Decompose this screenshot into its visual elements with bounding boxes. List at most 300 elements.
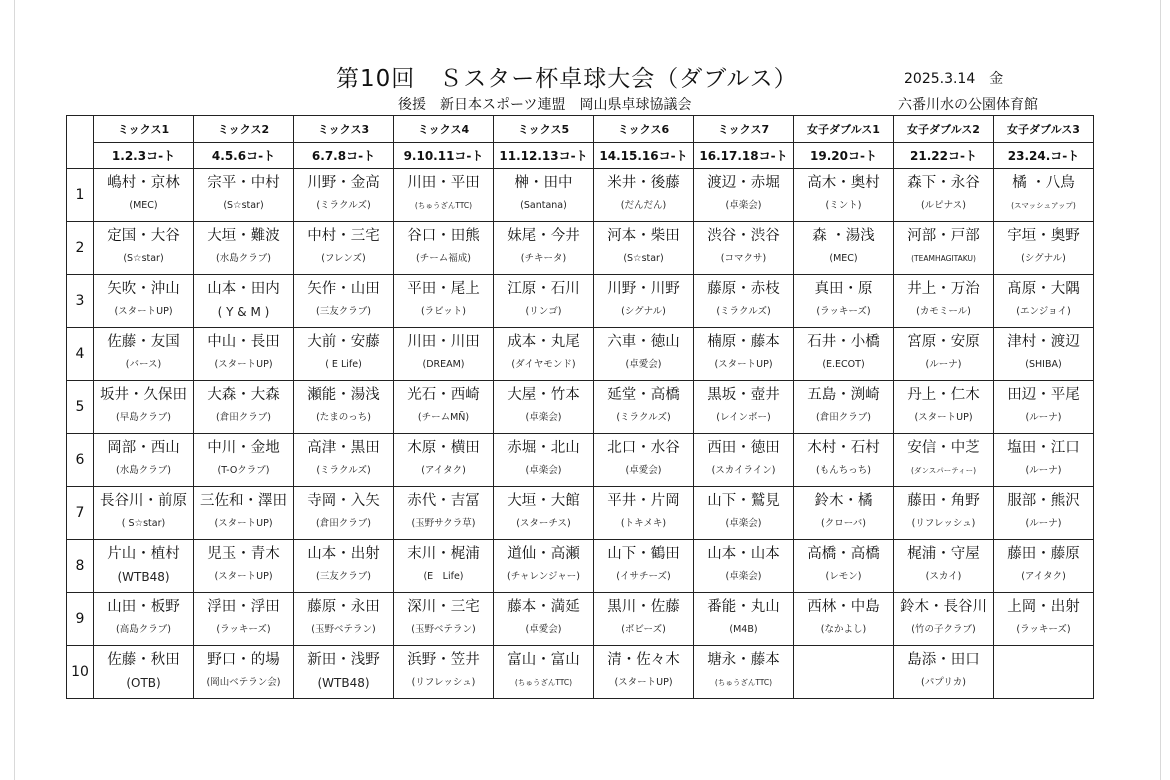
row-number: 5 (67, 381, 94, 434)
club-name: (トキメキ) (620, 518, 667, 529)
pair-cell (194, 434, 294, 487)
page-edge-left (14, 0, 15, 780)
division-name: 女子ダブルス2 (894, 116, 994, 143)
pair-names: 山本・出射 (307, 546, 380, 562)
pair-cell (694, 275, 794, 328)
pair-names: 平井・片岡 (607, 493, 680, 509)
club-name: (高島クラブ) (116, 624, 171, 635)
club-name: (ルーナ) (1025, 518, 1062, 529)
pair-names: 川野・川野 (607, 281, 680, 297)
pair-cell (294, 328, 394, 381)
pair-names: 西林・中島 (807, 599, 880, 615)
pair-cell (94, 381, 194, 434)
pair-cell (694, 381, 794, 434)
club-name: (卓愛会) (625, 465, 662, 476)
club-name: (アイタク) (1021, 571, 1066, 582)
pair-cell (94, 487, 194, 540)
pair-names: 鈴木・橘 (814, 493, 873, 509)
pair-cell (894, 381, 994, 434)
club-name: (エンジョイ) (1016, 306, 1071, 317)
pair-cell (194, 222, 294, 275)
division-courts: 4.5.6コ-ト (194, 143, 294, 169)
pair-cell (94, 169, 194, 222)
pair-cell (594, 381, 694, 434)
pair-cell (794, 169, 894, 222)
pair-cell (794, 487, 894, 540)
division-courts: 23.24.コ-ト (994, 143, 1094, 169)
club-name: (ミラクルズ) (716, 306, 771, 317)
pair-names: 塘永・藤本 (707, 652, 780, 668)
pair-cell (294, 593, 394, 646)
club-name: (Santana) (520, 200, 567, 211)
pair-names: 大垣・大館 (507, 493, 580, 509)
pair-names: 寺岡・入矢 (307, 493, 380, 509)
club-name: (ラッキーズ) (816, 306, 871, 317)
pair-names: 藤本・満延 (507, 599, 580, 615)
pair-cell (794, 434, 894, 487)
division-name: ミックス2 (194, 116, 294, 143)
pair-names: 河部・戸部 (907, 228, 980, 244)
pair-cell (194, 169, 294, 222)
pair-cell (594, 593, 694, 646)
pair-names: 山本・田内 (207, 281, 280, 297)
pair-names: 田辺・平尾 (1007, 387, 1080, 403)
pair-cell (394, 169, 494, 222)
row-number: 2 (67, 222, 94, 275)
pair-names: 西田・徳田 (707, 440, 780, 456)
pair-cell (694, 434, 794, 487)
pair-names: 黒坂・壺井 (707, 387, 780, 403)
club-name: (卓楽会) (725, 571, 762, 582)
club-name: (シグナル) (621, 306, 666, 317)
club-name: (玉野サクラ草) (411, 518, 476, 529)
pair-cell (394, 222, 494, 275)
row-number: 6 (67, 434, 94, 487)
club-name: (水島クラブ) (116, 465, 171, 476)
club-name: (スターチス) (516, 518, 571, 529)
club-name: (スマッシュアップ) (1011, 201, 1076, 210)
club-name: (フレンズ) (321, 253, 366, 264)
pair-cell (994, 328, 1094, 381)
club-name: (シグナル) (1021, 253, 1066, 264)
pair-names: 中山・長田 (207, 334, 280, 350)
row-number: 10 (67, 646, 94, 699)
pair-names: 大前・安藤 (307, 334, 380, 350)
pair-cell (894, 593, 994, 646)
pair-names: 末川・梶浦 (407, 546, 480, 562)
pair-cell (994, 169, 1094, 222)
pair-cell (394, 646, 494, 699)
club-name: (WTB48) (117, 570, 170, 584)
pair-cell (694, 222, 794, 275)
pair-names: 井上・万治 (907, 281, 980, 297)
pair-names: 島添・田口 (907, 652, 980, 668)
pair-names: 山下・鷲見 (707, 493, 780, 509)
club-name: (チキータ) (520, 253, 567, 264)
pair-cell (194, 381, 294, 434)
venue: 六番川水の公園体育館 (898, 97, 1038, 113)
club-name: (卓楽会) (525, 465, 562, 476)
pair-cell (494, 381, 594, 434)
division-courts: 9.10.11コ-ト (394, 143, 494, 169)
club-name: (クローバ) (821, 518, 866, 529)
pair-names: 安信・中芝 (907, 440, 980, 456)
club-name: (水島クラブ) (216, 253, 271, 264)
pair-names: 渡辺・赤堀 (707, 175, 780, 191)
pair-names: 丹上・仁木 (907, 387, 980, 403)
club-name: (リンゴ) (525, 306, 562, 317)
club-name: (ちゅうざんTTC) (714, 678, 773, 687)
pair-cell (794, 328, 894, 381)
club-name: (S☆star) (623, 253, 664, 264)
pair-cell (94, 540, 194, 593)
club-name: (ルーナ) (925, 359, 962, 370)
pair-names: 佐藤・友国 (107, 334, 180, 350)
pair-names: 深川・三宅 (407, 599, 480, 615)
club-name: (S☆star) (223, 200, 264, 211)
pair-cell (94, 434, 194, 487)
division-courts: 19.20コ-ト (794, 143, 894, 169)
club-name: (玉野ベテラン) (311, 624, 376, 635)
corner-cell (67, 116, 94, 169)
club-name: (卓楽会) (725, 200, 762, 211)
row-number: 7 (67, 487, 94, 540)
pair-names: 川野・金高 (307, 175, 380, 191)
pair-names: 児玉・青木 (207, 546, 280, 562)
pair-names: 六車・徳山 (607, 334, 680, 350)
club-name: (スタートUP) (214, 571, 273, 582)
club-name: (ちゅうざんTTC) (414, 201, 473, 210)
club-name: (ダンスパーティー) (910, 466, 977, 475)
pair-names: 藤原・永田 (307, 599, 380, 615)
club-name: (卓楽会) (525, 412, 562, 423)
pair-names: 黒川・佐藤 (607, 599, 680, 615)
pair-names: 山下・鶴田 (607, 546, 680, 562)
club-name: (ラッキーズ) (1016, 624, 1071, 635)
pair-cell (794, 593, 894, 646)
pair-names: 梶浦・守屋 (907, 546, 980, 562)
club-name: ( Y & M ) (217, 305, 270, 319)
pair-cell (294, 646, 394, 699)
pair-cell (894, 646, 994, 699)
club-name: (E Life) (423, 571, 464, 582)
club-name: (スタートUP) (214, 518, 273, 529)
pair-cell (894, 328, 994, 381)
pair-cell (594, 646, 694, 699)
pair-cell (994, 646, 1094, 699)
table-row (67, 222, 1094, 275)
pair-names: 妹尾・今井 (507, 228, 580, 244)
club-name: (スタートUP) (214, 359, 273, 370)
pair-cell (794, 381, 894, 434)
pair-cell (194, 593, 294, 646)
club-name: (OTB) (126, 676, 161, 690)
pair-names: 中村・三宅 (307, 228, 380, 244)
pair-cell (294, 434, 394, 487)
pair-names: 上岡・出射 (1007, 599, 1080, 615)
club-name: (SHIBA) (1025, 359, 1062, 370)
pair-cell (994, 540, 1094, 593)
pair-names: 坂井・久保田 (100, 387, 187, 403)
pair-names: 藤田・角野 (907, 493, 980, 509)
division-name: ミックス3 (294, 116, 394, 143)
pair-cell (594, 169, 694, 222)
pair-cell (494, 328, 594, 381)
pair-cell (794, 275, 894, 328)
club-name: (卓愛会) (625, 359, 662, 370)
table-row (67, 540, 1094, 593)
club-name: (チームMÑ) (417, 412, 470, 423)
pair-names: 川田・平田 (407, 175, 480, 191)
pair-cell (94, 222, 194, 275)
pair-cell (994, 381, 1094, 434)
division-name: 女子ダブルス1 (794, 116, 894, 143)
club-name: (リフレッシュ) (911, 518, 976, 529)
club-name: (スタートUP) (114, 306, 173, 317)
table-row (67, 328, 1094, 381)
pair-names: 長谷川・前原 (100, 493, 187, 509)
club-name: (ボビーズ) (621, 624, 666, 635)
pair-cell (694, 593, 794, 646)
club-name: (レインボー) (716, 412, 771, 423)
pair-cell (994, 593, 1094, 646)
pair-cell (594, 540, 694, 593)
pair-cell (294, 222, 394, 275)
pair-names: 瀬能・湯浅 (307, 387, 380, 403)
pair-names: 宮原・安原 (907, 334, 980, 350)
pair-cell (394, 593, 494, 646)
pair-cell (894, 275, 994, 328)
club-name: (ミラクルズ) (316, 200, 371, 211)
pair-names: 山田・板野 (107, 599, 180, 615)
pair-names: 中川・金地 (207, 440, 280, 456)
club-name: (イサチーズ) (616, 571, 671, 582)
pair-cell (894, 434, 994, 487)
pair-names: 木原・横田 (407, 440, 480, 456)
pair-cell (694, 169, 794, 222)
club-name: (ミント) (825, 200, 862, 211)
pair-names: 清・佐々木 (607, 652, 680, 668)
pair-names: 橘 ・八鳥 (1012, 175, 1075, 191)
pair-names: 浜野・笠井 (407, 652, 480, 668)
pair-names: 高橋・高橋 (807, 546, 880, 562)
pair-names: 新田・浅野 (307, 652, 380, 668)
club-name: (アイタク) (421, 465, 466, 476)
division-name: ミックス7 (694, 116, 794, 143)
division-courts: 14.15.16コ-ト (594, 143, 694, 169)
club-name: (MEC) (829, 253, 858, 264)
division-courts: 6.7.8コ-ト (294, 143, 394, 169)
club-name: (チーム福成) (416, 253, 471, 264)
club-name: (ミラクルズ) (316, 465, 371, 476)
page-title: 第10回 Ｓスター杯卓球大会（ダブルス） (336, 66, 798, 92)
club-name: (倉田クラブ) (216, 412, 271, 423)
pair-cell (494, 593, 594, 646)
pair-cell (194, 646, 294, 699)
pair-names: 平田・尾上 (407, 281, 480, 297)
club-name: (ダイヤモンド) (511, 359, 576, 370)
pair-cell (94, 328, 194, 381)
pair-cell (694, 487, 794, 540)
pair-names: 浮田・浮田 (207, 599, 280, 615)
division-name: ミックス4 (394, 116, 494, 143)
club-name: (ルーナ) (1025, 412, 1062, 423)
club-name: (カモミール) (916, 306, 971, 317)
club-name: (TEAMHAGITAKU) (911, 254, 976, 263)
club-name: (ラッキーズ) (216, 624, 271, 635)
club-name: ( S☆star) (121, 518, 166, 529)
pair-names: 富山・富山 (507, 652, 580, 668)
club-name: (チャレンジャー) (507, 571, 580, 582)
pair-cell (794, 222, 894, 275)
pair-names: 髙原・大隅 (1007, 281, 1080, 297)
club-name: (DREAM) (422, 359, 465, 370)
pair-names: 嶋村・京林 (107, 175, 180, 191)
pair-cell (994, 434, 1094, 487)
club-name: (スカイ) (925, 571, 962, 582)
row-number: 9 (67, 593, 94, 646)
pair-cell (594, 275, 694, 328)
club-name: (竹の子クラブ) (911, 624, 976, 635)
pair-cell (194, 487, 294, 540)
pair-cell (94, 275, 194, 328)
pair-cell (494, 540, 594, 593)
pair-names: 渋谷・渋谷 (707, 228, 780, 244)
pair-cell (494, 275, 594, 328)
club-name: (レモン) (825, 571, 862, 582)
pair-names: 番能・丸山 (707, 599, 780, 615)
club-name: (バース) (125, 359, 162, 370)
club-name: (M4B) (729, 624, 758, 635)
club-name: (ミラクルズ) (616, 412, 671, 423)
pair-names: 真田・原 (814, 281, 873, 297)
pair-cell (494, 169, 594, 222)
pair-cell (694, 540, 794, 593)
pair-names: 森下・永谷 (907, 175, 980, 191)
club-name: (三友クラブ) (316, 306, 371, 317)
pair-cell (594, 487, 694, 540)
table-row (67, 275, 1094, 328)
club-name: (コマクサ) (720, 253, 767, 264)
pair-cell (394, 275, 494, 328)
pair-names: 大森・大森 (207, 387, 280, 403)
division-courts: 21.22コ-ト (894, 143, 994, 169)
pair-names: 野口・的場 (207, 652, 280, 668)
club-name: (ちゅうざんTTC) (514, 678, 573, 687)
pair-cell (294, 275, 394, 328)
division-courts: 1.2.3コ-ト (94, 143, 194, 169)
pair-cell (694, 328, 794, 381)
pair-names: 谷口・田熊 (407, 228, 480, 244)
table-row (67, 169, 1094, 222)
pair-names: 鈴木・長谷川 (900, 599, 987, 615)
club-name: (倉田クラブ) (316, 518, 371, 529)
division-name: 女子ダブルス3 (994, 116, 1094, 143)
club-name: (リフレッシュ) (411, 677, 476, 688)
courts-header-row (67, 143, 1094, 169)
pair-names: 津村・渡辺 (1007, 334, 1080, 350)
division-name: ミックス5 (494, 116, 594, 143)
pair-names: 藤原・赤枝 (707, 281, 780, 297)
sponsor-line: 後援 新日本スポーツ連盟 岡山県卓球協議会 (398, 97, 692, 113)
club-name: (もんちっち) (816, 465, 871, 476)
club-name: (S☆star) (123, 253, 164, 264)
club-name: (スタートUP) (714, 359, 773, 370)
pair-names: 米井・後藤 (607, 175, 680, 191)
club-name: (卓愛会) (525, 624, 562, 635)
pair-cell (994, 487, 1094, 540)
pair-cell (994, 275, 1094, 328)
pair-names: 定国・大谷 (107, 228, 180, 244)
pair-cell (594, 222, 694, 275)
table-row (67, 487, 1094, 540)
pair-cell (294, 540, 394, 593)
pair-names: 三佐和・澤田 (200, 493, 287, 509)
pair-names: 藤田・藤原 (1007, 546, 1080, 562)
pair-names: 赤代・吉冨 (407, 493, 480, 509)
pair-names: 森 ・湯浅 (812, 228, 875, 244)
pair-cell (394, 434, 494, 487)
pair-cell (794, 540, 894, 593)
pair-names: 宇垣・奥野 (1007, 228, 1080, 244)
club-name: (倉田クラブ) (816, 412, 871, 423)
pair-cell (894, 540, 994, 593)
table-row (67, 593, 1094, 646)
club-name: (なかよし) (820, 624, 867, 635)
pair-cell (394, 328, 494, 381)
event-date: 2025.3.14 金 (904, 71, 1004, 87)
pair-names: 延堂・高橋 (607, 387, 680, 403)
page-edge-right (1160, 0, 1161, 780)
pair-names: 北口・水谷 (607, 440, 680, 456)
club-name: (T-Oクラブ) (217, 465, 270, 476)
club-name: (ルーナ) (1025, 465, 1062, 476)
pair-names: 榊・田中 (514, 175, 573, 191)
club-name: (だんだん) (620, 200, 667, 211)
club-name: (パプリカ) (921, 677, 966, 688)
pair-names: 塩田・江口 (1007, 440, 1080, 456)
club-name: ( E Life) (325, 359, 362, 370)
pair-cell (494, 222, 594, 275)
pair-names: 大屋・竹本 (507, 387, 580, 403)
club-name: (ルピナス) (920, 200, 967, 211)
row-number: 8 (67, 540, 94, 593)
pair-cell (494, 434, 594, 487)
division-header-row (67, 116, 1094, 143)
club-name: (スタートUP) (614, 677, 673, 688)
pair-cell (394, 381, 494, 434)
pair-cell (694, 646, 794, 699)
row-number: 1 (67, 169, 94, 222)
pair-names: 矢吹・沖山 (107, 281, 180, 297)
pair-cell (194, 328, 294, 381)
pair-cell (294, 487, 394, 540)
pair-names: 川田・川田 (407, 334, 480, 350)
pair-names: 片山・植村 (107, 546, 180, 562)
table-row (67, 646, 1094, 699)
pair-cell (94, 646, 194, 699)
pair-names: 木村・石村 (807, 440, 880, 456)
pair-names: 道仙・高瀬 (507, 546, 580, 562)
pair-names: 五島・渕崎 (807, 387, 880, 403)
table-row (67, 381, 1094, 434)
pair-cell (294, 169, 394, 222)
pair-names: 服部・熊沢 (1007, 493, 1080, 509)
pair-names: 河本・柴田 (607, 228, 680, 244)
club-name: (たまのっち) (316, 412, 371, 423)
pair-cell (194, 275, 294, 328)
table-row (67, 434, 1094, 487)
